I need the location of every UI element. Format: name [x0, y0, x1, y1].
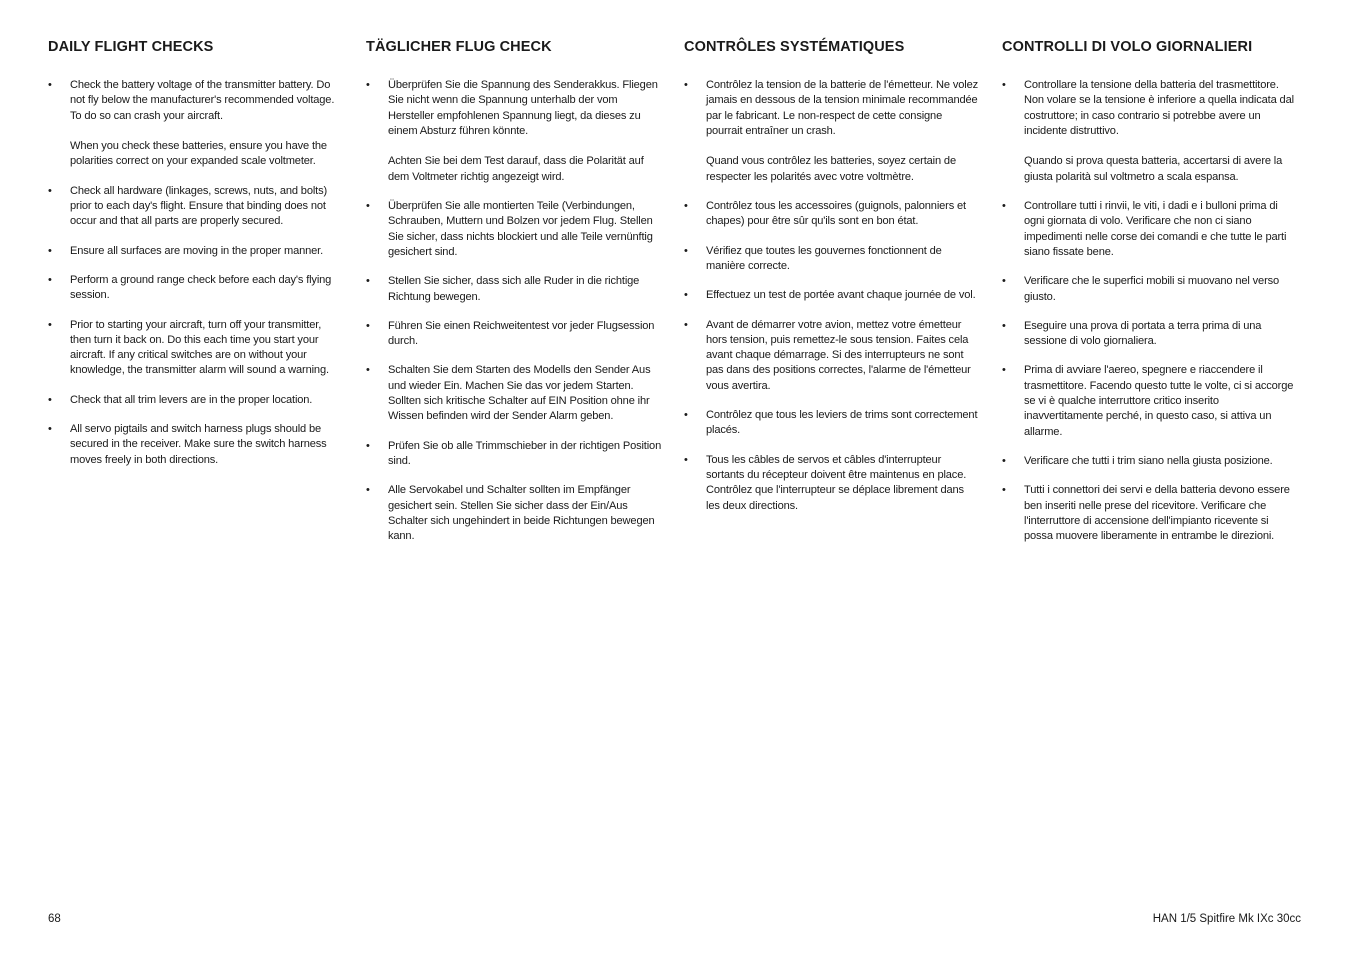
item-text: Controllare la tensione della batteria del trasmettitore. Non volare se la tensione è inferiore a quella indicata dal costruttore; in caso contrario si potrebbe avere un incidente distruttivo.	[1024, 79, 1294, 137]
list-item	[1002, 199, 1298, 260]
bullet-icon: •	[1002, 200, 1006, 213]
bullet-icon: •	[684, 289, 688, 302]
checklist	[1002, 78, 1298, 544]
item-text: Stellen Sie sicher, dass sich alle Ruder in die richtige Richtung bewegen.	[388, 275, 640, 303]
bullet-icon: •	[1002, 275, 1006, 288]
item-note: Achten Sie bei dem Test darauf, dass die Polarität auf dem Voltmeter richtig angezeigt wird.	[388, 155, 644, 183]
list-item	[366, 274, 662, 305]
item-text: Check all hardware (linkages, screws, nuts, and bolts) prior to each day's flight. Ensure that binding does not occur and that all parts are properly secured.	[70, 184, 328, 228]
bullet-icon: •	[366, 319, 370, 332]
list-item	[48, 318, 344, 379]
bullet-icon: •	[366, 200, 370, 213]
item-text: Contrôlez tous les accessoires (guignols, palonniers et chapes) pour être sûr qu'ils sont en bon état.	[706, 200, 966, 228]
list-item	[684, 199, 980, 230]
column-english	[48, 38, 344, 482]
item-text: Contrôlez que tous les leviers de trims sont correctement placés.	[706, 409, 978, 437]
item-text: Eseguire una prova di portata a terra prima di una sessione di volo giornaliera.	[1024, 319, 1262, 348]
item-text: Controllare tutti i rinvii, le viti, i dadi e i bulloni prima di ogni giornata di volo. Verificare che non ci siano impedimenti nelle corse dei comandi e che tutte le parti siano fissate bene.	[1024, 200, 1287, 258]
item-text: Prior to starting your aircraft, turn off your transmitter, then turn it back on. Do this each time you start your aircraft. If any critical switches are on without your knowledge, the transmitter alarm will sound a warning.	[70, 318, 329, 377]
item-text: Überprüfen Sie alle montierten Teile (Verbindungen, Schrauben, Muttern und Bolzen vor jedem Flug. Stellen Sie sicher, dass nichts blockiert und alle Teile vernünftig gesichert sind.	[388, 200, 653, 258]
item-text: Perform a ground range check before each day's flying session.	[70, 273, 332, 302]
bullet-icon: •	[48, 318, 52, 331]
list-item	[366, 78, 662, 185]
list-item	[1002, 274, 1298, 305]
columns-container	[48, 38, 1308, 878]
item-text: Alle Servokabel und Schalter sollten im Empfänger gesichert sein. Stellen Sie sicher dass der Ein/Aus Schalter sich ungehindert in beide Richtungen bewegen kann.	[388, 484, 655, 543]
item-text: Überprüfen Sie die Spannung des Senderakkus. Fliegen Sie nicht wenn die Spannung unterhalb der vom Hersteller empfohlenen Spannung liegt, da dieses zu einem Absturz führen könnte.	[388, 79, 658, 137]
item-text: Tutti i connettori dei servi e della batteria devono essere ben inseriti nelle prese del ricevitore. Verificare che l'interruttore di accensione dell'impianto ricevente si possa muovere liberamente in entrambe le direzioni.	[1024, 484, 1290, 543]
list-item	[684, 288, 980, 303]
checklist	[48, 78, 344, 468]
bullet-icon: •	[48, 79, 52, 91]
bullet-icon: •	[48, 244, 52, 257]
item-text: Schalten Sie dem Starten des Modells den Sender Aus und wieder Ein. Machen Sie das vor jedem Starten. Sollten sich kritische Schalter auf EIN Position ohne ihr Wissen befinden wird der Sender Alarm geben.	[388, 364, 651, 423]
section-heading: DAILY FLIGHT CHECKS	[48, 39, 214, 55]
bullet-icon: •	[366, 484, 370, 497]
column-italian	[1002, 38, 1298, 558]
item-text: Contrôlez la tension de la batterie de l'émetteur. Ne volez jamais en dessous de la tension minimale recommandée par le fabricant. Le non-respect de cette consigne pourrait entraîner un crash.	[706, 79, 979, 137]
list-item	[366, 483, 662, 544]
item-text: Ensure all surfaces are moving in the proper manner.	[70, 244, 324, 257]
list-item	[366, 199, 662, 260]
bullet-icon: •	[684, 318, 688, 331]
item-text: Führen Sie einen Reichweitentest vor jeder Flugsession durch.	[388, 319, 655, 348]
bullet-icon: •	[684, 200, 688, 213]
list-item	[684, 453, 980, 514]
item-text: Vérifiez que toutes les gouvernes fonctionnent de manière correcte.	[706, 244, 942, 272]
item-text: All servo pigtails and switch harness plugs should be secured in the receiver. Make sure the switch harness moves freely in both directions.	[70, 423, 327, 466]
bullet-icon: •	[366, 364, 370, 377]
page-number: 68	[48, 913, 61, 925]
bullet-icon: •	[1002, 454, 1006, 467]
list-item	[1002, 78, 1298, 185]
bullet-icon: •	[48, 184, 52, 197]
item-text: Check the battery voltage of the transmitter battery. Do not fly below the manufacturer's recommended voltage. To do so can crash your aircraft.	[70, 79, 335, 122]
bullet-icon: •	[48, 423, 52, 436]
bullet-icon: •	[48, 393, 52, 406]
list-item	[48, 244, 344, 259]
list-item	[48, 393, 344, 408]
bullet-icon: •	[684, 409, 688, 422]
list-item	[48, 422, 344, 468]
bullet-icon: •	[1002, 364, 1006, 377]
section-heading: CONTROLLI DI VOLO GIORNALIERI	[1002, 39, 1253, 55]
item-note: Quand vous contrôlez les batteries, soyez certain de respecter les polarités avec votre voltmètre.	[706, 155, 956, 183]
list-item	[1002, 483, 1298, 544]
item-note: Quando si prova questa batteria, accertarsi di avere la giusta polarità sul voltmetro a scala espansa.	[1024, 155, 1283, 183]
bullet-icon: •	[684, 244, 688, 257]
bullet-icon: •	[684, 79, 688, 91]
bullet-icon: •	[366, 275, 370, 288]
bullet-icon: •	[1002, 319, 1006, 332]
item-text: Check that all trim levers are in the proper location.	[70, 393, 313, 406]
item-text: Prüfen Sie ob alle Trimmschieber in der richtigen Position sind.	[388, 439, 662, 467]
bullet-icon: •	[1002, 484, 1006, 497]
list-item	[1002, 319, 1298, 350]
product-name: HAN 1/5 Spitfire Mk IXc 30cc	[1152, 913, 1301, 925]
item-text: Effectuez un test de portée avant chaque journée de vol.	[706, 289, 976, 302]
bullet-icon: •	[48, 273, 52, 286]
list-item	[366, 319, 662, 350]
bullet-icon: •	[684, 453, 688, 466]
item-note: When you check these batteries, ensure you have the polarities correct on your expanded scale voltmeter.	[70, 140, 327, 168]
bullet-icon: •	[366, 79, 370, 91]
list-item	[684, 78, 980, 185]
list-item	[366, 363, 662, 424]
column-french	[684, 38, 980, 528]
item-text: Verificare che tutti i trim siano nella giusta posizione.	[1024, 454, 1273, 467]
list-item	[1002, 454, 1298, 469]
checklist	[684, 78, 980, 514]
item-text: Verificare che le superfici mobili si muovano nel verso giusto.	[1024, 275, 1280, 303]
section-heading: CONTRÔLES SYSTÉMATIQUES	[684, 39, 905, 55]
section-heading: TÄGLICHER FLUG CHECK	[366, 39, 552, 55]
list-item	[1002, 363, 1298, 439]
list-item	[684, 244, 980, 275]
bullet-icon: •	[366, 439, 370, 452]
checklist	[366, 78, 662, 544]
column-german	[366, 38, 662, 558]
bullet-icon: •	[1002, 79, 1006, 91]
list-item	[48, 273, 344, 304]
list-item	[684, 318, 980, 394]
list-item	[48, 184, 344, 230]
item-text: Avant de démarrer votre avion, mettez votre émetteur hors tension, puis remettez-le sous tension. Faites cela avant chaque démarrage. Si des interrupteurs ne sont pas dans des positions correctes, l'alarme de l'émetteur vous avertira.	[706, 318, 971, 392]
item-text: Tous les câbles de servos et câbles d'interrupteur sortants du récepteur doivent être maintenus en place. Contrôlez que l'interrupteur se déplace librement dans les deux directions.	[706, 453, 967, 512]
item-text: Prima di avviare l'aereo, spegnere e riaccendere il trasmettitore. Facendo questo tutte le volte, ci si accorge se vi è qualche interruttore critico inserito inavvertitamente perché, in questo caso, si attiva un allarme.	[1024, 364, 1294, 438]
list-item	[48, 78, 344, 170]
list-item	[366, 439, 662, 470]
list-item	[684, 408, 980, 439]
